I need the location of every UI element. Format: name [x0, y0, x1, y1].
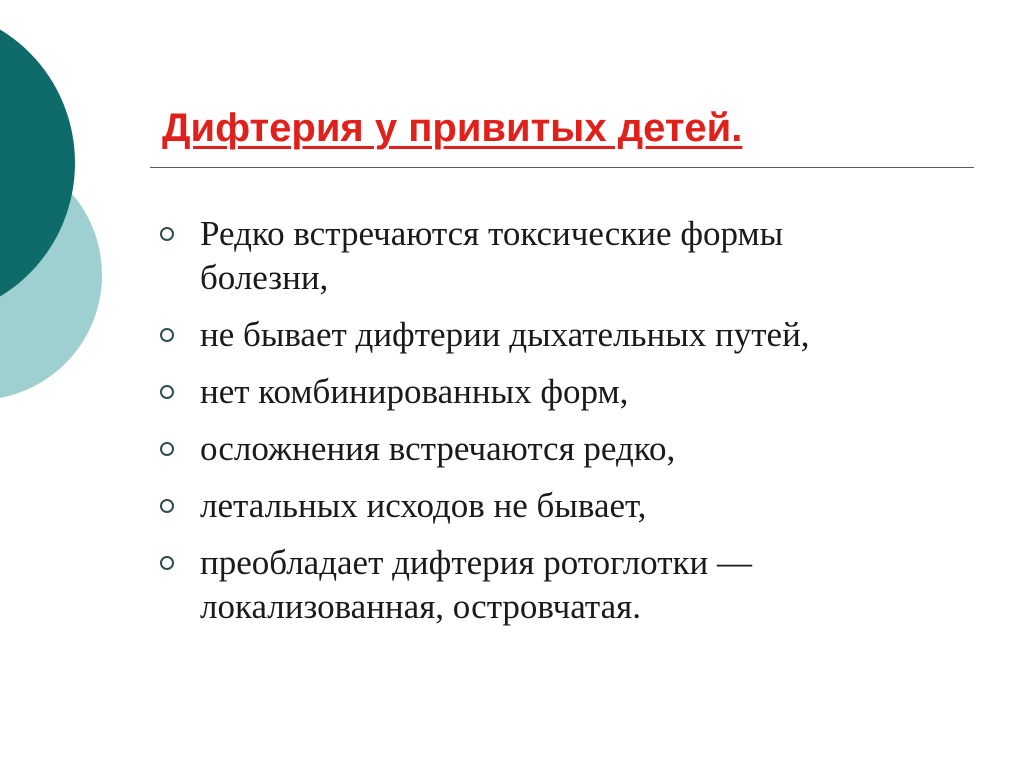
- bullet-text: осложнения встречаются редко,: [200, 429, 676, 468]
- list-item: [160, 541, 920, 629]
- bullet-text: преобладает дифтерия ротоглотки — локализованная, островчатая.: [200, 543, 752, 626]
- bullet-text: не бывает дифтерии дыхательных путей,: [200, 315, 810, 354]
- list-item: [160, 313, 920, 357]
- bullet-circle-icon: [160, 328, 174, 342]
- bullet-circle-icon: [160, 442, 174, 456]
- bullet-text: Редко встречаются токсические формы болезни,: [200, 214, 784, 297]
- list-item: [160, 427, 920, 471]
- list-item: [160, 212, 920, 300]
- bullet-circle-icon: [160, 385, 174, 399]
- bullet-circle-icon: [160, 499, 174, 513]
- slide-title: Дифтерия у привитых детей.: [162, 106, 743, 150]
- title-divider: [150, 167, 974, 168]
- bullet-text: летальных исходов не бывает,: [200, 486, 647, 525]
- list-item: [160, 370, 920, 414]
- bullet-list: [160, 212, 920, 642]
- bullet-circle-icon: [160, 227, 174, 241]
- list-item: [160, 484, 920, 528]
- bullet-circle-icon: [160, 556, 174, 570]
- bullet-text: нет комбинированных форм,: [200, 372, 629, 411]
